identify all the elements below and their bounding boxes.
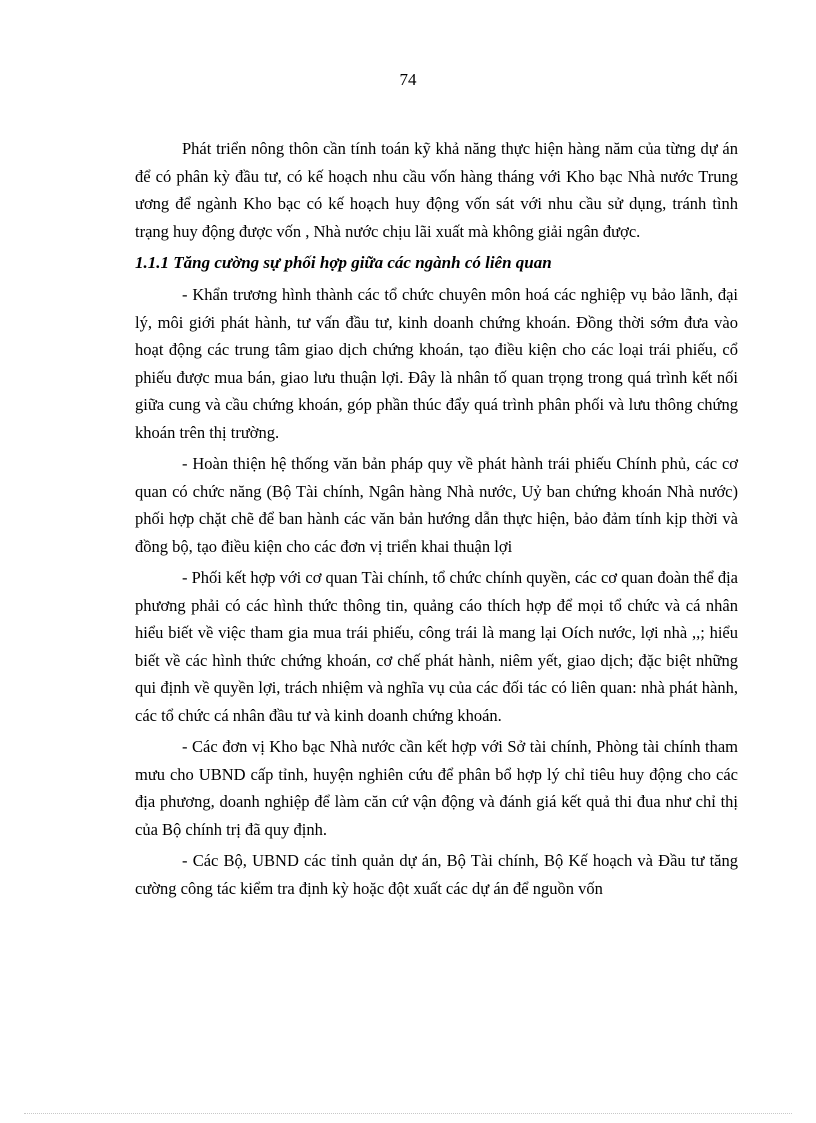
paragraph-4: - Các đơn vị Kho bạc Nhà nước cần kết hợp với Sở tài chính, Phòng tài chính tham mưu cho UBND cấp tỉnh, huyện nghiên cứu để phân bổ hợp lý chỉ tiêu huy động cho các địa phương, doanh nghiệp để làm căn cứ vận động và đánh giá kết quả thi đua như chỉ thị của Bộ chính trị đã quy định. xyxy=(135,737,738,839)
intro-paragraph: Phát triển nông thôn cần tính toán kỹ khả năng thực hiện hàng năm của từng dự án để có phân kỳ đầu tư, có kế hoạch nhu cầu vốn hàng tháng với Kho bạc Nhà nước Trung ương để ngành Kho bạc có kế hoạch huy động vốn sát với nhu cầu sử dụng, tránh tình trạng huy động được vốn , Nhà nước chịu lãi xuất mà không giải ngân được. xyxy=(135,139,738,241)
paragraph-5: - Các Bộ, UBND các tỉnh quản dự án, Bộ Tài chính, Bộ Kế hoạch và Đầu tư tăng cường công tác kiểm tra định kỳ hoặc đột xuất các dự án để nguồn vốn xyxy=(135,851,738,898)
page-number: 74 xyxy=(399,70,417,89)
section-heading: 1.1.1 Tăng cường sự phối hợp giữa các ngành có liên quan xyxy=(135,253,552,272)
paragraph-2: - Hoàn thiện hệ thống văn bản pháp quy về phát hành trái phiếu Chính phủ, các cơ quan có chức năng (Bộ Tài chính, Ngân hàng Nhà nước, Uỷ ban chứng khoán Nhà nước) phối hợp chặt chẽ để ban hành các văn bản hướng dẫn thực hiện, bảo đảm tính kịp thời và đồng bộ, tạo điều kiện cho các đơn vị triển khai thuận lợi xyxy=(135,454,738,556)
paragraph-3: - Phối kết hợp với cơ quan Tài chính, tổ chức chính quyền, các cơ quan đoàn thể địa phương phải có các hình thức thông tin, quảng cáo thích hợp để mọi tổ chức và cá nhân hiểu biết về việc tham gia mua trái phiếu, công trái là mang lại Oích nước, lợi nhà ,,; hiểu biết về các hình thức chứng khoán, cơ chế phát hành, niêm yết, giao dịch; đặc biệt những qui định về quyền lợi, trách nhiệm và nghĩa vụ của các đối tác có liên quan: nhà phát hành, các tổ chức cá nhân đầu tư và kinh doanh chứng khoán. xyxy=(135,568,738,725)
body-text xyxy=(135,135,738,906)
footer-divider xyxy=(24,1113,792,1114)
paragraph-1: - Khẩn trương hình thành các tổ chức chuyên môn hoá các nghiệp vụ bảo lãnh, đại lý, môi giới phát hành, tư vấn đầu tư, kinh doanh chứng khoán. Đồng thời sớm đưa vào hoạt động các trung tâm giao dịch chứng khoán, tạo điều kiện cho các loại trái phiếu, cổ phiếu được mua bán, giao lưu thuận lợi. Đây là nhân tố quan trọng trong quá trình kết nối giữa cung và cầu chứng khoán, góp phần thúc đẩy quá trình phân phối và lưu thông chứng khoán trên thị trường. xyxy=(135,285,738,442)
